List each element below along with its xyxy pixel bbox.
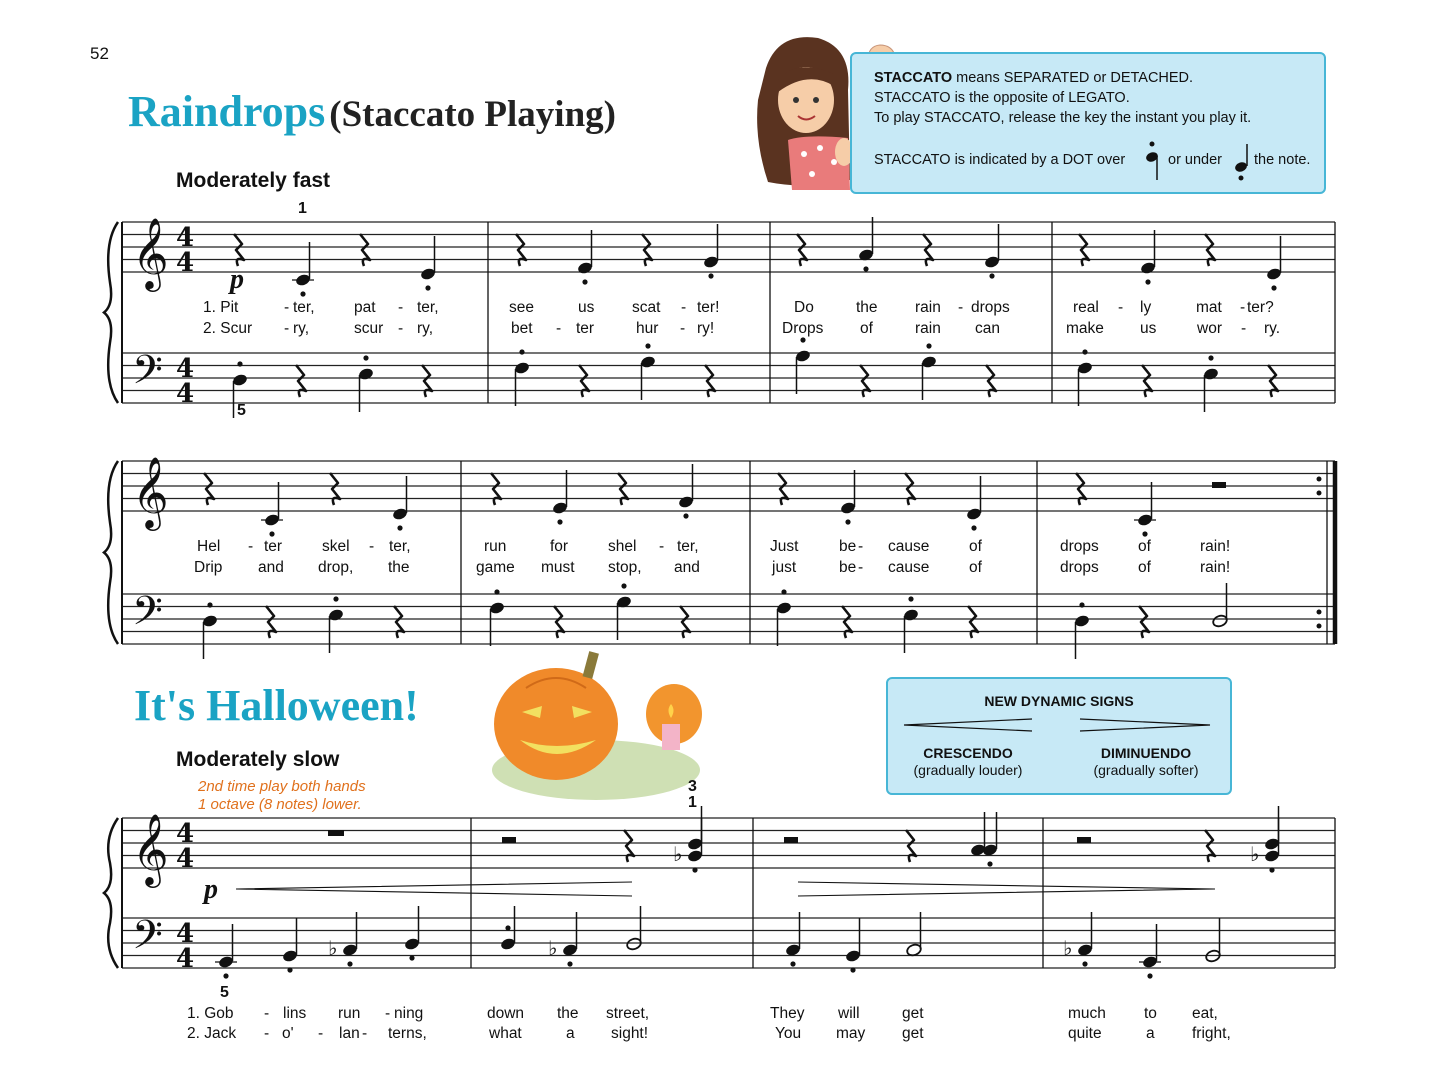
raindrops-lyric-word: cause [888,559,930,576]
bass-clef-icon: 𝄢 [132,588,163,644]
halloween-lyric-word: - [264,1025,270,1042]
raindrops-lyric-word: game [476,559,515,576]
quarter-rest [204,473,214,505]
raindrops-lyric-word: stop, [608,559,642,576]
staccato-dot [1269,867,1274,872]
halloween-lyric-word: terns, [388,1025,427,1042]
raindrops-lyric-word: for [550,538,569,555]
staccato-term: STACCATO [874,70,953,86]
fingering-5: 5 [237,402,246,419]
halloween-lyric-word: You [775,1025,802,1042]
raindrops-lyric-word: of [1138,538,1151,555]
staccato-dot [800,337,805,342]
flat-sign: ♭ [1250,842,1260,866]
staccato-dot [1079,602,1084,607]
halloween-lyric-word: what [489,1025,522,1042]
halloween-lyric-word: lins [283,1005,307,1022]
staccato-dot [363,355,368,360]
raindrops-lyric-word: ter! [697,299,720,316]
staccato-dot [621,583,626,588]
raindrops-lyric-word: cause [888,538,930,555]
staccato-dot [971,525,976,530]
instruction-line1: 2nd time play both hands [198,778,366,795]
staccato-dot [333,596,338,601]
flat-sign: ♭ [1063,936,1073,960]
staccato-dot [409,955,414,960]
raindrops-lyric-word: ry, [417,320,434,337]
time-sig-bottom: 4 [176,248,195,278]
staccato-dot [790,961,795,966]
staccato-line4a: STACCATO is indicated by a DOT over [874,152,1126,168]
raindrops-lyric-word: - [369,538,375,555]
quarter-rest [986,365,996,397]
halloween-lyric-word: a [1146,1025,1155,1042]
halloween-lyric-word: - [385,1005,391,1022]
halloween-lyric-word: fright, [1192,1025,1231,1042]
staccato-dot [1147,973,1152,978]
raindrops-lyric-word: ter [264,538,283,555]
staccato-dot [1082,349,1087,354]
instruction-line2: 1 octave (8 notes) lower. [198,796,362,813]
staccato-dot [505,925,510,930]
raindrops-lyric-word: - [1240,299,1246,316]
treble-clef-icon: 𝄞 [132,216,169,289]
quarter-rest [554,606,564,638]
raindrops-lyric-word: of [969,559,982,576]
raindrops-lyric-word: of [1138,559,1151,576]
raindrops-lyric-word: just [772,559,797,576]
halloween-lyric-word: street, [606,1005,650,1022]
quarter-rest [1268,365,1278,397]
fingering-1: 1 [298,200,307,217]
raindrops-lyric-word: the [856,299,878,316]
quarter-rest [579,365,589,397]
raindrops-lyric-word: see [509,299,534,316]
staccato-dot [645,343,650,348]
treble-clef-icon: 𝄞 [132,812,169,885]
quarter-rest [516,234,526,266]
half-rest [1077,837,1091,843]
quarter-rest [860,365,870,397]
staccato-dot [781,589,786,594]
half-rest [1212,482,1226,488]
dynamic-signs-heading: NEW DYNAMIC SIGNS [984,693,1134,709]
halloween-lyric-word: get [902,1005,924,1022]
quarter-rest [1205,234,1215,266]
staccato-dot [987,861,992,866]
raindrops-lyric-word: ter? [1247,299,1274,316]
staccato-dot [567,961,572,966]
raindrops-lyric-word: real [1073,299,1099,316]
quarter-rest [624,830,634,862]
raindrops-lyric-word: - [1118,299,1124,316]
halloween-lyric-word: much [1068,1005,1106,1022]
time-sig-bottom: 4 [176,944,195,974]
staccato-dot [1142,531,1147,536]
halloween-lyric-word: 2. Jack [187,1025,237,1042]
raindrops-lyric-word: wor [1197,320,1222,337]
quarter-rest [797,234,807,266]
quarter-rest [1139,606,1149,638]
raindrops-lyric-word: of [860,320,873,337]
quarter-rest [906,830,916,862]
halloween-lyric-word: - [362,1025,368,1042]
halloween-lyric-word: sight! [611,1025,649,1042]
staccato-dot [1271,285,1276,290]
halloween-lyric-word: They [770,1005,805,1022]
staccato-line4c: the note. [1254,152,1311,168]
repeat-dot [1317,624,1322,629]
quarter-rest [642,234,652,266]
system-brace [104,222,118,403]
staccato-dot [237,361,242,366]
raindrops-lyric-word: - [1241,320,1247,337]
raindrops-lyric-word: rain [915,299,941,316]
staccato-line4b: or under [1168,152,1223,168]
time-sig-bottom: 4 [176,844,195,874]
staccato-dot [494,589,499,594]
staccato-dot [708,273,713,278]
crescendo-hairpin [236,882,632,896]
raindrops-lyric-word: ter [576,320,595,337]
raindrops-lyric-word: - [284,320,290,337]
staccato-dot [347,961,352,966]
raindrops-tempo: Moderately fast [176,169,331,192]
halloween-lyric-word: to [1144,1005,1157,1022]
raindrops-lyric-word: shel [608,538,637,555]
raindrops-lyric-word: drops [1060,559,1099,576]
flat-sign: ♭ [548,936,558,960]
raindrops-subtitle: (Staccato Playing) [329,94,616,135]
staccato-dot [207,602,212,607]
dynamic-piano-2: p [204,874,218,905]
quarter-rest [360,234,370,266]
halloween-lyric-word: may [836,1025,866,1042]
staccato-dot [557,519,562,524]
quarter-rest [422,365,432,397]
quarter-rest [778,473,788,505]
page-number: 52 [90,44,109,63]
raindrops-lyric-word: - [680,320,686,337]
raindrops-lyric-word: mat [1196,299,1222,316]
time-sig-top: 4 [176,819,195,849]
diminuendo-desc: (gradually softer) [1093,762,1199,778]
time-sig-top: 4 [176,354,195,384]
staccato-dot [1145,279,1150,284]
raindrops-lyric-word: rain! [1200,538,1231,555]
raindrops-lyric-word: can [975,320,1000,337]
raindrops-lyric-word: rain! [1200,559,1231,576]
crescendo-label: CRESCENDO [923,745,1013,761]
staccato-dot [908,596,913,601]
raindrops-lyric-word: and [258,559,284,576]
quarter-rest [923,234,933,266]
halloween-lyric-word: the [557,1005,579,1022]
raindrops-lyric-word: - [248,538,254,555]
halloween-lyric-word: ning [394,1005,424,1022]
treble-clef-icon: 𝄞 [132,455,169,528]
raindrops-lyric-word: hur [636,320,659,337]
raindrops-lyric-word: drop, [318,559,354,576]
diminuendo-label: DIMINUENDO [1100,745,1192,761]
raindrops-lyric-word: 2. Scur [203,320,253,337]
raindrops-lyric-word: be [839,559,857,576]
raindrops-lyric-word: ter, [293,299,315,316]
quarter-rest [394,606,404,638]
halloween-lyric-word: 1. Gob [187,1005,234,1022]
quarter-rest [1205,830,1215,862]
staccato-dot [223,973,228,978]
quarter-rest [266,606,276,638]
raindrops-lyric-word: - [858,559,864,576]
staccato-line2: STACCATO is the opposite of LEGATO. [874,90,1130,106]
halloween-lyric-word: o' [282,1025,294,1042]
raindrops-title: Raindrops [128,87,326,136]
staccato-dot [692,867,697,872]
raindrops-lyric-word: ry, [293,320,310,337]
halloween-lyric-word: will [838,1005,860,1022]
raindrops-lyric-word: ter, [417,299,439,316]
halloween-lyric-word: quite [1068,1025,1102,1042]
time-sig-bottom: 4 [176,379,195,409]
whole-rest [328,830,344,836]
raindrops-lyric-word: - [659,538,665,555]
quarter-rest [330,473,340,505]
halloween-lyric-word: eat, [1192,1005,1218,1022]
half-rest [784,837,798,843]
raindrops-lyric-word: scur [354,320,384,337]
halloween-lyric-word: lan [339,1025,360,1042]
raindrops-lyric-word: ry. [1264,320,1281,337]
halloween-lyric-word: get [902,1025,924,1042]
raindrops-lyric-word: must [541,559,575,576]
staccato-dot [692,855,697,860]
halloween-lyric-word: run [338,1005,361,1022]
quarter-rest [680,606,690,638]
quarter-rest [618,473,628,505]
quarter-rest [234,234,244,266]
quarter-rest [296,365,306,397]
raindrops-lyric-word: - [398,320,404,337]
quarter-rest [491,473,501,505]
repeat-dot [1317,610,1322,615]
raindrops-lyric-word: be [839,538,857,555]
raindrops-lyric-word: - [398,299,404,316]
halloween-lyric-word: - [264,1005,270,1022]
time-sig-top: 4 [176,223,195,253]
raindrops-lyric-word: ly [1140,299,1152,316]
raindrops-lyric-word: ry! [697,320,715,337]
bass-clef-icon: 𝄢 [132,347,163,403]
quarter-rest [842,606,852,638]
quarter-rest [905,473,915,505]
raindrops-lyric-word: us [1140,320,1157,337]
quarter-rest [1076,473,1086,505]
staccato-dot [582,279,587,284]
staccato-dot [926,343,931,348]
staccato-dot [287,967,292,972]
raindrops-lyric-word: ter, [677,538,699,555]
quarter-rest [1079,234,1089,266]
raindrops-lyric-word: the [388,559,410,576]
fingering-1b: 1 [688,794,697,811]
quarter-rest [1142,365,1152,397]
raindrops-lyric-word: pat [354,299,376,316]
staccato-dot [863,266,868,271]
raindrops-lyric-word: of [969,538,982,555]
raindrops-lyric-word: drops [971,299,1010,316]
system-brace [104,461,118,644]
raindrops-lyric-word: make [1066,320,1104,337]
quarter-rest [968,606,978,638]
half-rest [502,837,516,843]
repeat-dot [1317,477,1322,482]
raindrops-lyric-word: Drops [782,320,824,337]
song-title-halloween: It's Halloween! [134,681,419,730]
raindrops-lyric-word: scat [632,299,661,316]
halloween-lyric-word: - [318,1025,324,1042]
fingering-3: 3 [688,778,697,795]
raindrops-lyric-word: and [674,559,700,576]
raindrops-lyric-word: 1. Pit [203,299,239,316]
raindrops-lyric-word: - [858,538,864,555]
raindrops-lyric-word: - [958,299,964,316]
staccato-line3: To play STACCATO, release the key the instant you play it. [874,110,1252,126]
raindrops-lyric-word: us [578,299,595,316]
raindrops-lyric-word: Hel [197,538,221,555]
raindrops-lyric-word: bet [511,320,533,337]
time-sig-top: 4 [176,919,195,949]
flat-sign: ♭ [673,842,683,866]
repeat-dot [1317,491,1322,496]
staccato-dot [519,349,524,354]
staccato-dot [397,525,402,530]
flat-sign: ♭ [328,936,338,960]
dynamic-piano-1: p [230,264,244,295]
fingering-5b: 5 [220,984,229,1001]
raindrops-lyric-word: run [484,538,507,555]
crescendo-desc: (gradually louder) [913,762,1023,778]
staccato-line1-text: means SEPARATED or DETACHED. [952,70,1194,86]
staccato-dot [300,291,305,296]
staccato-dot [683,513,688,518]
staccato-dot [1208,355,1213,360]
system-brace [104,818,118,968]
staccato-dot [845,519,850,524]
diminuendo-hairpin [798,882,1215,896]
raindrops-lyric-word: rain [915,320,941,337]
raindrops-lyric-word: - [556,320,562,337]
raindrops-lyric-word: - [681,299,687,316]
staccato-dot [1082,961,1087,966]
quarter-rest [705,365,715,397]
halloween-lyric-word: down [487,1005,525,1022]
raindrops-lyric-word: Drip [194,559,223,576]
raindrops-lyric-word: Just [770,538,799,555]
raindrops-lyric-word: ter, [389,538,411,555]
bass-clef-icon: 𝄢 [132,912,163,968]
raindrops-lyric-word: - [284,299,290,316]
raindrops-lyric-word: skel [322,538,350,555]
staccato-dot [269,531,274,536]
raindrops-lyric-word: Do [794,299,814,316]
staccato-dot [425,285,430,290]
staccato-dot [989,273,994,278]
staccato-dot [850,967,855,972]
halloween-lyric-word: a [566,1025,575,1042]
halloween-tempo: Moderately slow [176,748,340,771]
raindrops-lyric-word: drops [1060,538,1099,555]
